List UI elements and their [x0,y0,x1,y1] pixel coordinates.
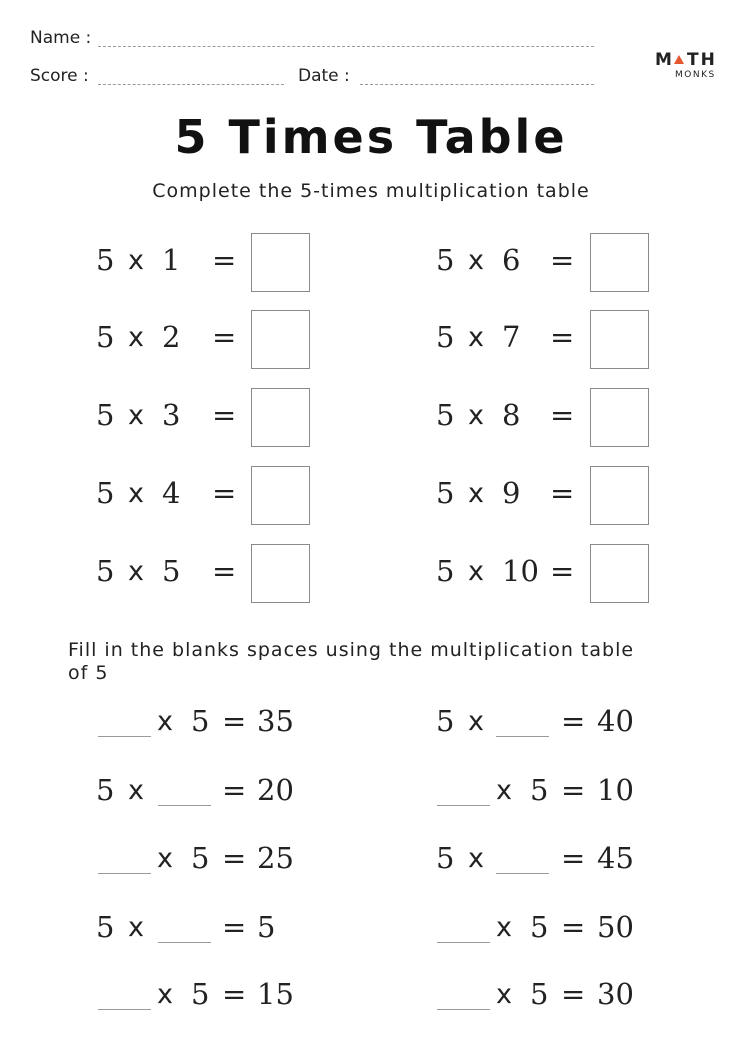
times-sign: x [157,843,173,874]
blank-field[interactable] [437,1009,490,1010]
five-operand: 5 [191,841,210,875]
times-sign: x [128,912,144,943]
problem-operand: 5 [436,476,455,510]
problem-multiplier: 5 [162,554,181,588]
equals-sign: = [561,773,586,807]
equals-sign: = [550,243,575,277]
equals-sign: = [212,243,237,277]
name-field[interactable] [98,46,594,47]
equals-sign: = [222,773,247,807]
blank-field[interactable] [437,805,490,806]
answer-box[interactable] [251,310,310,369]
times-sign: x [128,400,144,431]
blank-field[interactable] [496,736,549,737]
equals-sign: = [550,476,575,510]
times-sign: x [157,706,173,737]
five-operand: 5 [191,704,210,738]
problem-operand: 5 [96,320,115,354]
result-value: 10 [597,773,634,807]
answer-box[interactable] [251,233,310,292]
answer-box[interactable] [251,544,310,603]
answer-box[interactable] [590,388,649,447]
math-monks-logo [655,50,716,80]
five-operand: 5 [191,977,210,1011]
answer-box[interactable] [590,544,649,603]
problem-multiplier: 6 [502,243,521,277]
equals-sign: = [561,977,586,1011]
equals-sign: = [212,398,237,432]
problem-multiplier: 3 [162,398,181,432]
result-value: 35 [257,704,294,738]
problem-operand: 5 [96,398,115,432]
problem-multiplier: 8 [502,398,521,432]
logo-subtext: MONKS [675,70,716,80]
result-value: 45 [597,841,634,875]
section2-instruction [68,639,708,685]
problem-multiplier: 4 [162,476,181,510]
equals-sign: = [561,910,586,944]
logo-triangle-icon [674,55,684,64]
problem-operand: 5 [96,243,115,277]
equals-sign: = [212,320,237,354]
times-sign: x [157,979,173,1010]
times-sign: x [468,400,484,431]
score-field[interactable] [98,84,284,85]
section2-instruction-line2: of 5 [68,662,109,684]
equals-sign: = [550,320,575,354]
answer-box[interactable] [251,388,310,447]
result-value: 40 [597,704,634,738]
problem-operand: 5 [436,243,455,277]
section1-instruction: Complete the 5-times multiplication table [152,180,590,202]
problem-operand: 5 [96,476,115,510]
blank-field[interactable] [98,873,151,874]
five-operand: 5 [436,704,455,738]
equals-sign: = [222,704,247,738]
answer-box[interactable] [251,466,310,525]
answer-box[interactable] [590,310,649,369]
equals-sign: = [561,704,586,738]
date-label: Date : [298,66,350,86]
problem-multiplier: 10 [502,554,539,588]
blank-field[interactable] [158,805,211,806]
times-sign: x [128,556,144,587]
answer-box[interactable] [590,233,649,292]
logo-text-left: M [655,50,674,70]
times-sign: x [496,912,512,943]
blank-field[interactable] [98,1009,151,1010]
equals-sign: = [222,910,247,944]
equals-sign: = [222,841,247,875]
problem-multiplier: 7 [502,320,521,354]
times-sign: x [128,478,144,509]
equals-sign: = [550,398,575,432]
date-field[interactable] [360,84,594,85]
five-operand: 5 [530,773,549,807]
problem-operand: 5 [436,320,455,354]
times-sign: x [468,478,484,509]
blank-field[interactable] [158,942,211,943]
times-sign: x [468,706,484,737]
score-label: Score : [30,66,89,86]
name-label: Name : [30,28,92,48]
times-sign: x [496,979,512,1010]
problem-multiplier: 2 [162,320,181,354]
logo-text-right: TH [687,50,717,70]
blank-field[interactable] [496,873,549,874]
blank-field[interactable] [437,942,490,943]
problem-operand: 5 [96,554,115,588]
times-sign: x [128,245,144,276]
times-sign: x [468,245,484,276]
result-value: 50 [597,910,634,944]
five-operand: 5 [96,773,115,807]
times-sign: x [496,775,512,806]
five-operand: 5 [96,910,115,944]
section2-instruction-line1: Fill in the blanks spaces using the multiplication table [68,639,635,661]
times-sign: x [128,775,144,806]
five-operand: 5 [530,910,549,944]
equals-sign: = [212,554,237,588]
problem-operand: 5 [436,398,455,432]
times-sign: x [468,556,484,587]
equals-sign: = [550,554,575,588]
five-operand: 5 [530,977,549,1011]
blank-field[interactable] [98,736,151,737]
result-value: 20 [257,773,294,807]
problem-multiplier: 9 [502,476,521,510]
answer-box[interactable] [590,466,649,525]
equals-sign: = [212,476,237,510]
times-sign: x [468,843,484,874]
result-value: 5 [257,910,276,944]
five-operand: 5 [436,841,455,875]
result-value: 25 [257,841,294,875]
page-title: 5 Times Table [174,110,568,164]
equals-sign: = [561,841,586,875]
result-value: 30 [597,977,634,1011]
problem-operand: 5 [436,554,455,588]
equals-sign: = [222,977,247,1011]
result-value: 15 [257,977,294,1011]
problem-multiplier: 1 [162,243,181,277]
times-sign: x [128,322,144,353]
times-sign: x [468,322,484,353]
